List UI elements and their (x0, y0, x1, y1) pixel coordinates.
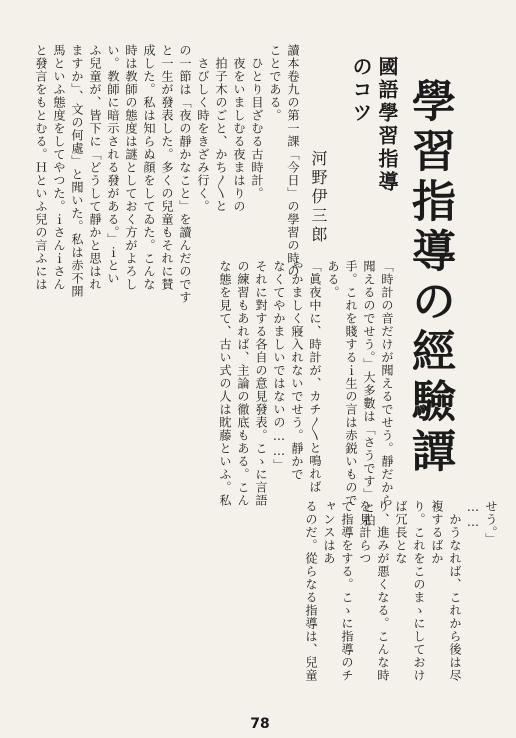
text-line: 手。これを賤するｉ生の言は赤鋭いもので (344, 260, 358, 507)
text-line: て指導をする。こゝに指導のチャンスはあ (322, 500, 354, 682)
text-line: 「時計の音だけが聞えるでせう。靜だから (380, 260, 394, 507)
text-line: り。これをこのまゝにしておけば冗長とな (394, 500, 426, 682)
text-line: 讀本卷九の第一課「今日」の學習の時の (286, 44, 300, 278)
text-line: 聞えるのでせう。」大多數は「さうです」と拍 (362, 260, 376, 527)
page-number: 78 (250, 716, 270, 732)
text-line: い。教師に暗示される發がある。」ｉとい (106, 44, 120, 285)
text-line: それに對する各自の意見發表。こゝに言語 (254, 260, 268, 507)
text-line: な態を見て、古い式の人は眈藤といふ。私 (218, 260, 232, 507)
lower-column (300, 500, 500, 686)
text-line: やかましく寢入れないでせう。靜かで (290, 260, 304, 481)
text-line: 時は教師の態度は謎としておく方がよろし (124, 44, 138, 291)
article-subtitle (340, 56, 400, 276)
text-line: と發言をもとむる。Ｈといふ兒の言ふには (34, 44, 48, 291)
text-line: と一生が發表した。多くの兒童もそれに賛 (160, 44, 174, 291)
text-line: ことである。 (268, 44, 282, 122)
text-line: 「眞夜中に、時計が、カチ〳〵と鳴れば (308, 260, 322, 494)
text-line: せう。」 (484, 500, 498, 546)
subtitle-line: 國語學習指導 (375, 56, 399, 194)
prose-column (16, 44, 302, 668)
text-line: の一節は「夜の靜かなこと」を讀んだのです (178, 44, 192, 304)
text-line: ますか」、文の何處」と聞いた。私は赤不開 (70, 44, 84, 298)
author-name: 河野伊三郎 (309, 150, 328, 245)
text-line: るのだ。從らなる指導は、兒童 (304, 500, 318, 682)
subtitle-line: のコツ (349, 56, 373, 125)
text-line: なくてやかましいではないの……」 (272, 260, 286, 472)
article-title: 學習指導の經驗譚 (404, 78, 455, 478)
text-line: 成した。私は知らぬ顔をしてゐた。こんな (142, 44, 156, 291)
text-line: 拍子木のごと、かち〳〵と (214, 44, 228, 213)
text-line: ある。 (326, 260, 340, 299)
text-line: …… (466, 500, 480, 530)
text-line: さびしく時をきざみ行く。 (196, 44, 210, 213)
text-line: り、進みが悪くなる。こんな時を見計らつ (358, 500, 390, 682)
text-line: ふ兒童が、皆下に「どうして靜かと思はれ (88, 44, 102, 291)
text-line: ひとり目ざむる古時計。 (250, 44, 264, 200)
text-line: の練習もあれば、主論の徹底もある。こん (236, 260, 250, 507)
text-line: 馬といふ態度をしてやつた。ｉさんｉさん (52, 44, 66, 291)
text-line: かうなれば、これから後は尽複するばか (430, 500, 462, 682)
text-line: 夜をいましむる夜まはりの (232, 44, 246, 213)
